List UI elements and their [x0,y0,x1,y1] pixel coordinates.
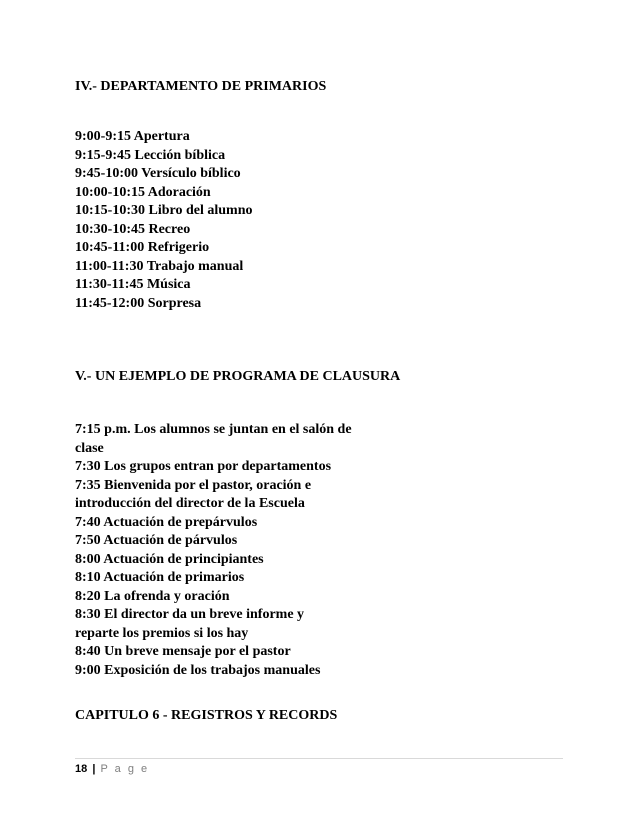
program-line: 8:10 Actuación de primarios [75,570,245,585]
program-line: 8:40 Un breve mensaje por el pastor [75,644,291,659]
schedule-line: 11:45-12:00 Sorpresa [75,295,202,311]
program-line: 7:30 Los grupos entran por departamentos [75,459,332,474]
section-iv-schedule [75,128,252,313]
schedule-line: 9:00-9:15 Apertura [75,129,190,144]
program-line: 7:40 Actuación de prepárvulos [75,514,258,530]
schedule-line: 9:45-10:00 Versículo bíblico [75,166,241,181]
page-footer [75,762,149,776]
page-number: 18 [75,763,88,775]
schedule-line: 10:30-10:45 Recreo [75,221,191,237]
program-line: clase [75,440,104,456]
section-iv-heading: IV.- DEPARTAMENTO DE PRIMARIOS [75,79,327,94]
program-line: reparte los premios si los hay [75,625,249,641]
schedule-line: 10:45-11:00 Refrigerio [75,240,210,255]
program-line: 8:20 La ofrenda y oración [75,588,230,604]
program-line: 8:00 Actuación de principiantes [75,551,264,567]
schedule-line: 10:00-10:15 Adoración [75,184,211,200]
section-v-heading: V.- UN EJEMPLO DE PROGRAMA DE CLAUSURA [75,369,401,384]
program-line: 8:30 El director da un breve informe y [75,607,305,622]
program-line: 7:15 p.m. Los alumnos se juntan en el salón de [75,422,352,437]
page-word: P a g e [100,763,150,775]
program-line: 7:50 Actuación de párvulos [75,533,238,548]
program-line: 9:00 Exposición de los trabajos manuales [75,662,321,678]
program-line: 7:35 Bienvenida por el pastor, oración e [75,477,312,493]
section-v-program [75,421,352,680]
footer-divider [75,758,563,759]
schedule-line: 11:30-11:45 Música [75,277,191,292]
schedule-line: 10:15-10:30 Libro del alumno [75,203,253,218]
schedule-line: 11:00-11:30 Trabajo manual [75,258,244,274]
schedule-line: 9:15-9:45 Lección bíblica [75,147,226,163]
footer-separator: | [92,763,96,775]
chapter-6-heading: CAPITULO 6 - REGISTROS Y RECORDS [75,708,338,723]
program-line: introducción del director de la Escuela [75,496,305,511]
